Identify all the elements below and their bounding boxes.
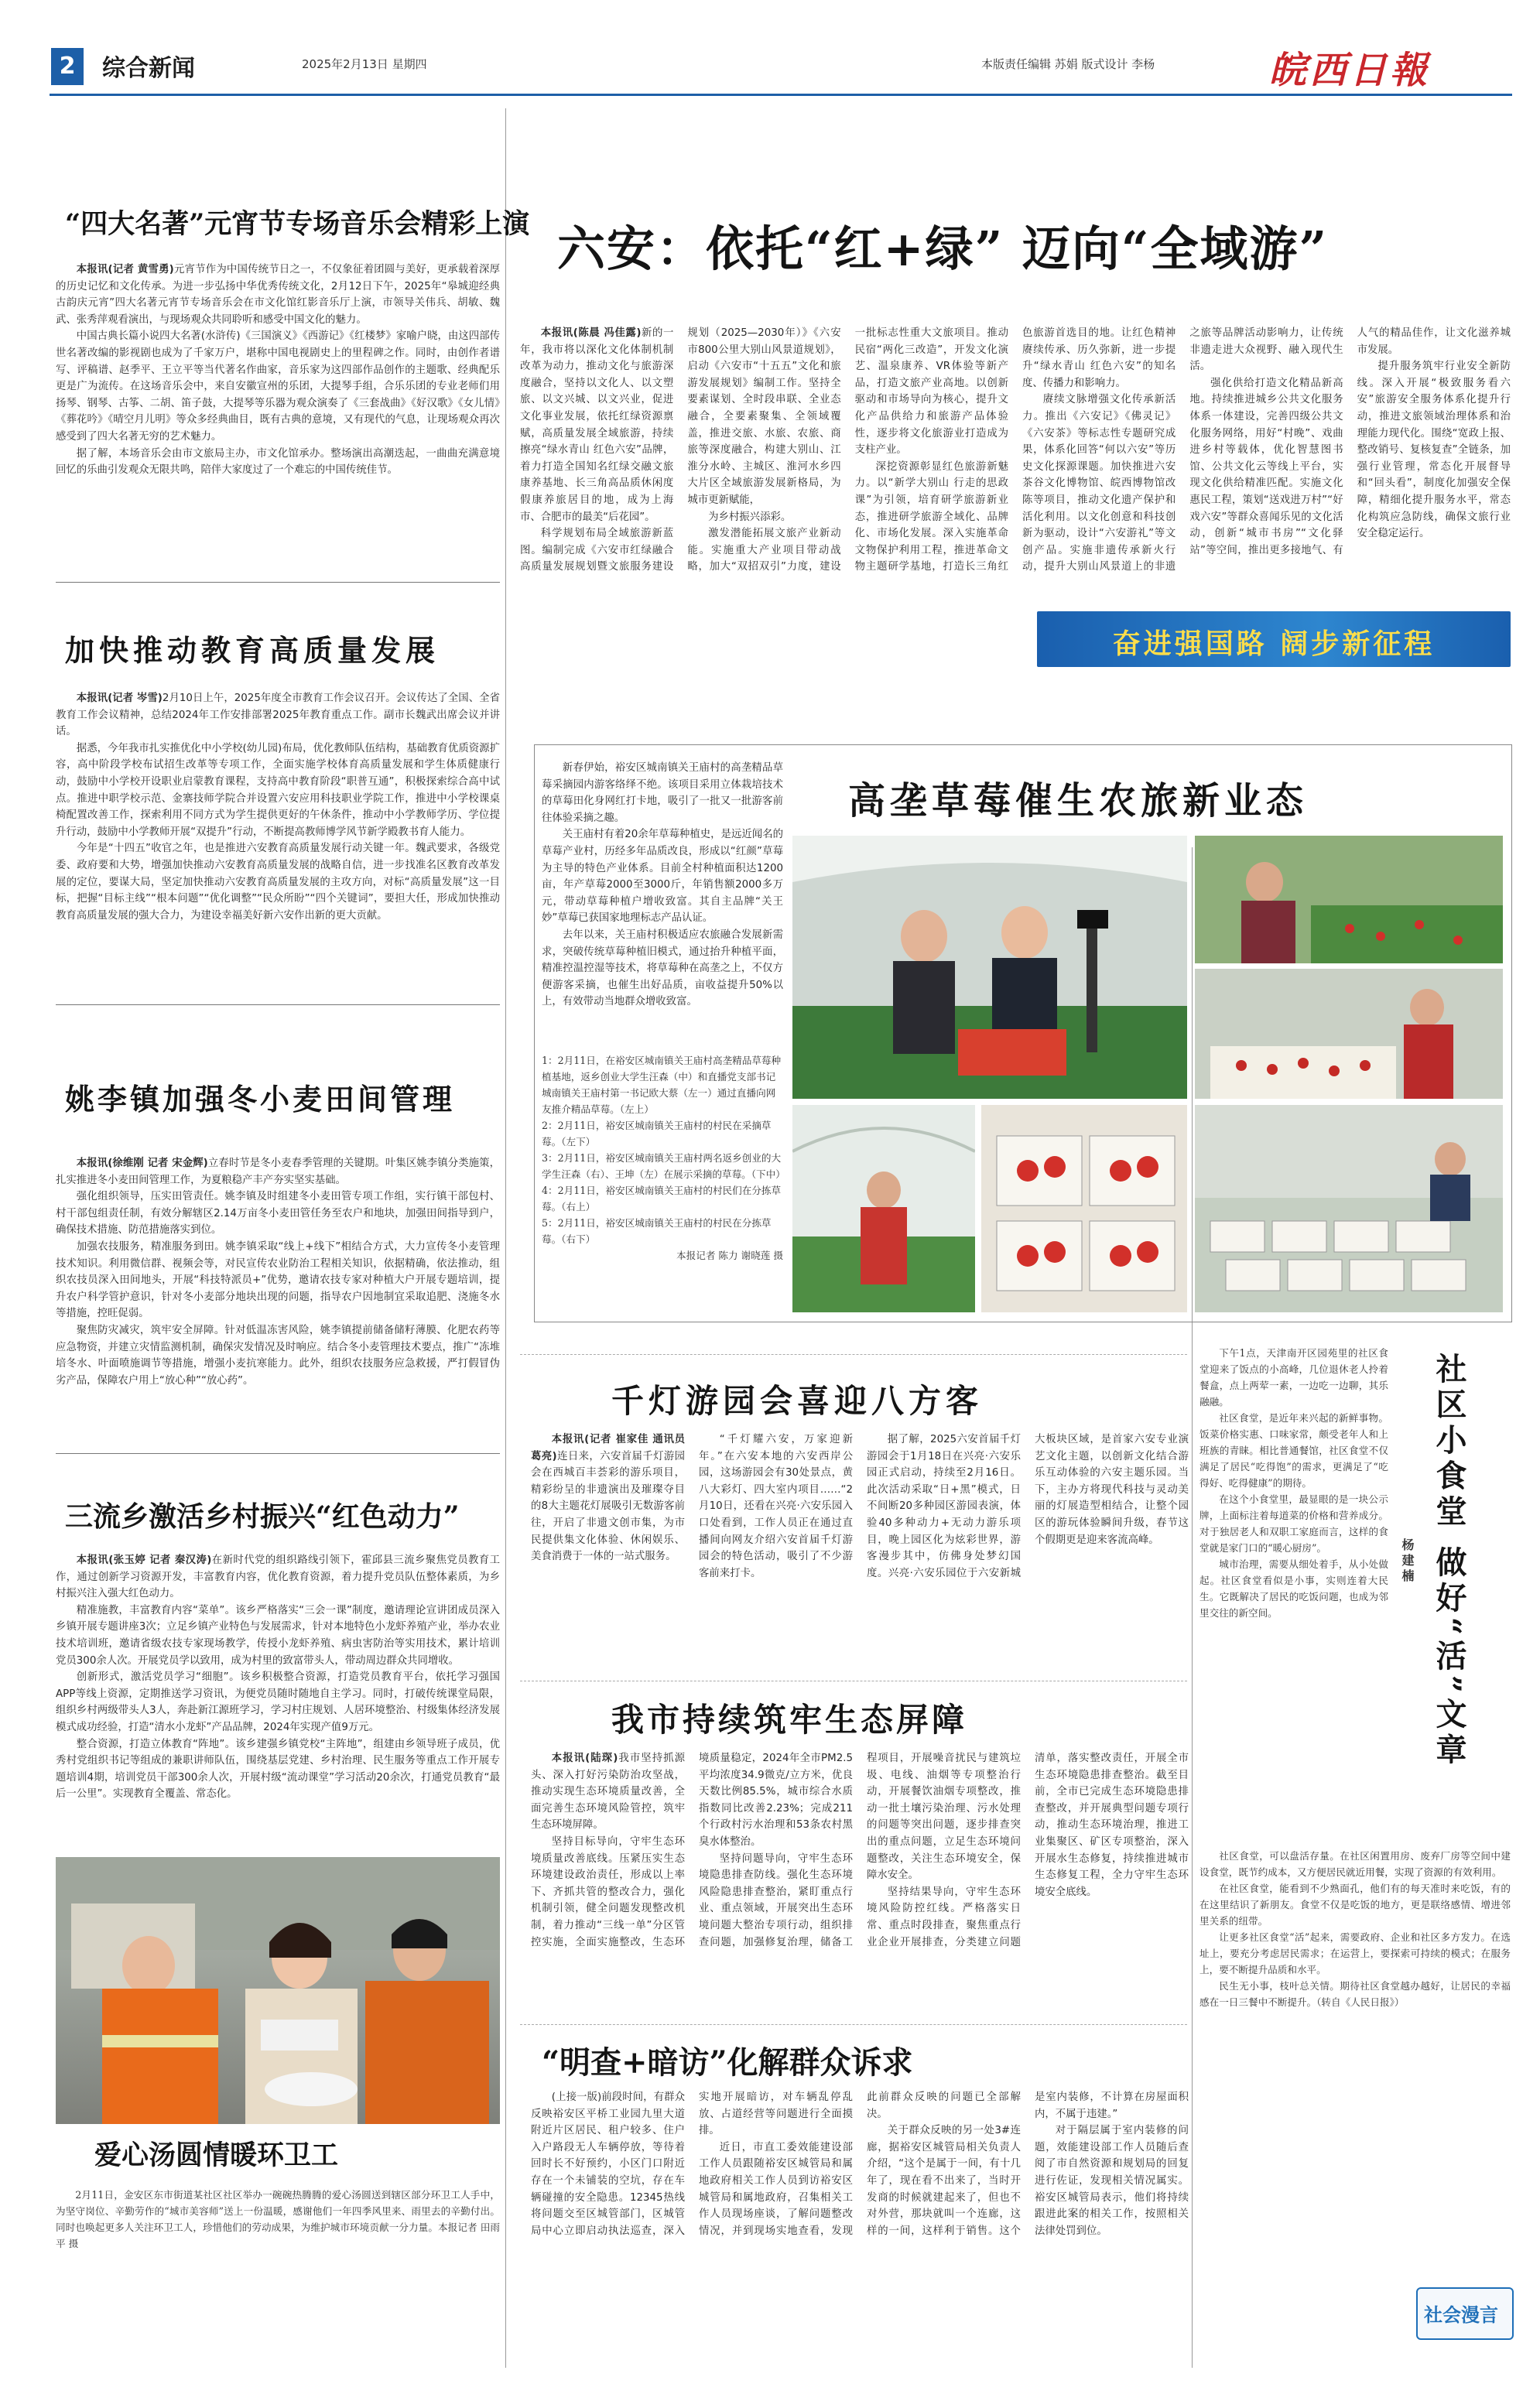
paragraph: 科学规划布局全域旅游新蓝图。编制完成《六安市红绿融合高质量发展规划暨文旅服务建设规划（2025—2030年）》《六安市800公里大别山风景道规划》，启动《六安市“十五五”文化和旅游发展规划》编制工作。坚持全要素谋划、全时段串联、全业态融合，全要素聚集、全领域覆盖，推进交旅、水旅、农旅、商旅等深度融合，构建大别山、江淮分水岭、主城区、淮河水乡四大片区全域旅游发展新格局，为城市更新赋能， [520, 327, 841, 573]
caption-item: 3：2月11日，裕安区城南镇关王庙村两名返乡创业的大学生汪森（右）、王坤（左）在展示采摘的草莓。（下中） [542, 1152, 785, 1180]
column-divider [505, 108, 506, 2368]
paragraph: 在新时代党的组织路线引领下，霍邱县三流乡聚焦党员教育工作，通过创新学习资源开发，丰富教育内容，优化教育资源，着力提升党员队伍整体素质，为乡村振兴注入强大红色动力。 [56, 1555, 500, 1600]
paragraph: 据了解，2025六安首届千灯游园会于1月18日在兴亮·六安乐园正式启动，持续至2月16日。此次活动采取“日+黑”模式，日不间断20多种园区游园表演，体验40多种动力+无动力游乐项目，晚上园区化为炫彩世界，游客漫步其中，仿佛身处梦幻国度。兴亮·六安乐园位于六安新城大板块区域，是首家六安专业演艺文化主题，以创新文化结合游乐互动体验的六安主题乐园。当下，主办方将现代科技与灵动美丽的灯展造型相结合，让整个园区的游玩体验瞬间升级，春节这个假期更是迎来客流高峰。 [867, 1434, 1189, 1579]
issue-date: 2025年2月13日 星期四 [302, 57, 427, 71]
commentary-body-upper [1199, 1345, 1388, 1840]
paragraph: 中国古典长篇小说四大名著(水浒传)《三国演义》《西游记》《红楼梦》家喻户晓，由这四部传世名著改编的影视剧也成为了千家万户，堪称中国电视剧史上的里程碑之作。同时，由创作者谱写、评稿谱、赵季平、王立平等当代著名作曲家，音乐家为这四部作品创作的主题歌、经典配乐更是广为流传。在这场音乐会中，来自安徽宣州的乐团，大提琴手组，合乐乐团的专业老师们用扬琴、钢琴、古筝、二胡、笛子鼓，大提琴等乐器为观众演奏了《三套战曲》《好汉歌》《女儿情》《葬花吟》《晴空月儿明》等众多经典曲目，既有古典的意境，又有现代的气息，让现场观众再次感受到了四大名著无穷的艺术魅力。 [56, 330, 500, 443]
paragraph: 我市坚持抓源头、深入打好污染防治攻坚战，推动实现生态环境质量改善，全面完善生态环境风险管控，筑牢生态环境屏障。 [531, 1753, 685, 1832]
divider [56, 1453, 500, 1454]
paragraph: 社区食堂，是近年来兴起的新鲜事物。饭菜价格实惠、口味家常，颇受老年人和上班族的青睐。相比普通餐馆，社区食堂不仅满足了居民“吃得饱”的需求，更满足了“吃得好、吃得健康”的期待。 [1199, 1412, 1388, 1489]
divider [56, 1004, 500, 1005]
paragraph: 据悉，今年我市扎实推优化中小学校(幼儿园)布局，优化教师队伍结构，基础教育优质资源扩容，高中阶段学校布试招生改革等专项工作，全面实施学校体育高质量发展和学生体质健康行动，鼓励中小学校开设职业启蒙教育课程，支持高中教育阶段“职普互通”，积极探索综合高中试点。推进中职学校示范、金寨技师学院合并设置六安应用科技职业学院工作，推进中小学校课桌椅配置改善工作，探索利用不同方式为学生提供更好的午休条件，推动中小学教师学历、学位提升行动，鼓励中小学教师开展“双提升”行动，不断提高教师博学风节新学殿教书育人能力。 [56, 742, 500, 838]
commentary-body-lower [1199, 1848, 1511, 2281]
page-number-badge: 2 [51, 48, 84, 85]
paragraph: 对于隔层属于室内装修的问题，效能建设部工作人员随后查阅了市自然资源和规划局的回复进行佐证，发现相关情况属实。裕安区城管局表示，他们将持续跟进此案的相关工作，按照相关法律处罚到位。 [1035, 2125, 1189, 2237]
paragraph: 坚持结果导向，守牢生态环境风险防控红线。严格落实日常、重点时段排查，聚焦重点行业企业开展排查，分类建立问题清单，落实整改责任，开展全市生态环境隐患排查整治。截至目前，全市已完成生态环境隐患排查整改，并开展典型问题专项行动，推动生态环境治理，推进工业集聚区、矿区专项整治，深入开展水生态修复，持续推进城市生态修复工程，全力守牢生态环境安全底线。 [867, 1753, 1189, 1948]
photo-captions [542, 1052, 783, 1312]
paragraph: 关王庙村有着20余年草莓种植史，是远近闻名的草莓产业村，历经多年品质改良，形成以“红颜”草莓为主导的特色产业体系。目前全村种植面积达1200亩，年产草莓2000至3000斤，年销售额2000多万元，带动草莓种植户增收致富。其自主品牌“关王妙”草莓已获国家地理标志产品认证。 [542, 829, 783, 925]
article-body [531, 2089, 1189, 2376]
photo-livestream [792, 836, 1187, 1099]
paragraph: 精准施教，丰富教育内容“菜单”。该乡严格落实“三会一课”制度，邀请理论宣讲团成员深入乡镇开展专题讲座3次；立足乡镇产业特色与发展需求，针对本地特色小龙虾养殖产业，举办农业技术培训班，邀请省级农技专家现场教学，传授小龙虾养殖、病虫害防治等实用技术，累计培训党员300余人次。开展党员学以致用，成为村里的致富带头人，带动周边群众共同增收。 [56, 1604, 500, 1667]
divider [520, 2024, 1187, 2025]
photo-greenhouse [792, 1105, 975, 1312]
paragraph: 近日，市直工委效能建设部工作人员跟随裕安区城管局和属地政府相关工作人员到访裕安区城管局和属地政府，召集相关工作人员现场座谈，了解问题整改情况，并到现场实地查看，发现此前群众反映的问题已全部解决。 [699, 2092, 1021, 2237]
article-body [531, 1431, 1189, 1661]
paragraph: 为乡村振兴添彩。 [708, 511, 792, 523]
article-byline: 本报讯(记者 岑雪) [76, 693, 163, 704]
paragraph: 下午1点，天津南开区园苑里的社区食堂迎来了饭点的小高峰，几位退休老人拎着餐盒，点上两荤一素，一边吃一边聊，其乐融融。 [1199, 1347, 1388, 1408]
paragraph: 关于群众反映的另一处3#连廊，据裕安区城管局相关负责人介绍，“这个是属于一间，有十几年了，现在看不出来了，当时开发商的时候就建起来了，但也不对外营，那块就叫一个连廊，这样的一间，这样利于销售。这个是室内装修，不计算在房屋面积内，不属于违建。” [867, 2092, 1189, 2237]
paragraph: 社区食堂，可以盘活存量。在社区闲置用房、废弃厂房等空间中建设食堂，既节约成本，又方便居民就近用餐，实现了资源的有效利用。 [1199, 1850, 1511, 1878]
article-byline: 本报讯(记者 崔家佳 通讯员 葛亮) [531, 1434, 685, 1462]
paragraph: 立春时节是冬小麦春季管理的关键期。叶集区姚李镇分类施策，扎实推进冬小麦田间管理工作，为夏粮稳产丰产夯实坚实基础。 [56, 1158, 500, 1186]
column-logo [1416, 2287, 1514, 2340]
paragraph: 聚焦防灾减灾，筑牢安全屏障。针对低温冻害风险，姚李镇提前储备储籽薄膜、化肥农药等应急物资，并建立灾情监测机制，确保灾发情况及时响应。结合冬小麦管理技术要点，推广“冻堆培冬水、叶面喷施调节等措施，增强小麦抗寒能力。此外，组织农技服务应急救援，严打假冒伪劣产品，保障农户用上“放心种”“放心药”。 [56, 1324, 500, 1387]
article-title: 千灯游园会喜迎八方客 [611, 1382, 984, 1420]
lead-article-body [520, 325, 1511, 604]
article-title: 三流乡激活乡村振兴“红色动力” [65, 1500, 460, 1533]
article-body [56, 1155, 500, 1445]
article-title: 我市持续筑牢生态屏障 [611, 1701, 968, 1739]
masthead-rule [50, 94, 1512, 96]
banner-text: 奋进强国路 阔步新征程 [1112, 628, 1436, 660]
paragraph: (上接一版)前段时间，有群众反映裕安区平桥工业园九里大道附近片区居民、租户较多、住户入户路段无人车辆停放，等待着回时长不好预约，小区门口附近存在一个未铺装的空坑，存在车辆碰撞的安全隐患。12345热线将问题交至区城管部门，区城管局中心立即启动执法巡查，深入实地开展暗访，对车辆乱停乱放、占道经营等问题进行全面摸排。 [531, 2092, 853, 2237]
paragraph: “千灯耀六安，万家迎新年。”在六安本地的六安西岸公园，这场游园会有30处景点，黄八大彩灯、四大室内项目……“2月10日，还看在兴亮·六安乐园入口处看到，工作人员正在通过直播间向网友介绍六安首届千灯游园会的特色活动，吸引了不少游客前来打卡。 [699, 1434, 853, 1579]
paragraph: 2月10日上午，2025年度全市教育工作会议召开。会议传达了全国、全省教育工作会议精神，总结2024年工作安排部署2025年教育重点工作。副市长魏武出席会议并讲话。 [56, 693, 500, 738]
photo-credit: 本报记者 田雨平 摄 [56, 2222, 501, 2249]
caption-item: 2：2月11日，裕安区城南镇关王庙村的村民在采摘草莓。（左下） [542, 1120, 772, 1148]
paragraph: 新的一年，我市将以深化文化体制机制改革为动力，推动文化与旅游深度融合，坚持以文化人、以文塑旅、以文兴城、以文兴业，促进文化事业发展，依托红绿资源禀赋，高质量发展全域旅游，持续擦亮“绿水青山 红色六安”品牌，着力打造全国知名红绿交融文旅康养基地、长三角高品质休闲度假康养旅居目的地，成为上海市、合肥市的最美“后花园”。 [520, 327, 674, 523]
paragraph: 元宵节作为中国传统节日之一，不仅象征着团圆与美好，更承载着深厚的历史记忆和文化传承。为进一步弘扬中华优秀传统文化，2月12日下午，2025年“皋城迎经典 古韵庆元宵”四大名著元宵节专场音乐会在市文化馆红影音乐厅上演，市领导关伟兵、胡敏、魏武、张秀萍观看演出，与现场观众共同聆听和感受中国文化的魅力。 [56, 264, 500, 326]
paragraph: 新春伊始，裕安区城南镇关王庙村的高垄精品草莓采摘园内游客络绎不绝。该项目采用立体栽培技术的草莓田化身网红打卡地，吸引了一批又一批游客前往体验采摘之趣。 [542, 762, 783, 824]
article-body [56, 690, 500, 992]
paragraph: 强化组织领导，压实田管责任。姚李镇及时组建冬小麦田管专项工作组，实行镇干部包村、村干部包组责任制，有效分解辖区2.14万亩冬小麦田管任务至农户和地块，加强田间指导到户，确保技术措施、防范措施落实到位。 [56, 1191, 500, 1236]
photo-credit: 本报记者 陈力 谢晓莲 摄 [676, 1250, 783, 1261]
commentary-box [1199, 1337, 1511, 2362]
paragraph: 在这个小食堂里，最显眼的是一块公示牌，上面标注着每道菜的价格和营养成分。对于独居老人和双职工家庭而言，这样的食堂就是家门口的“暖心厨房”。 [1199, 1493, 1388, 1554]
photo-strawberry-boxes [981, 1105, 1187, 1312]
paragraph: 坚持问题导向，守牢生态环境隐患排查防线。强化生态环境风险隐患排查整治，紧盯重点行业、重点领域，开展突出生态环境问题大整治专项行动，组织排查问题，加强修复治理，储备工程项目，开展噪音扰民与建筑垃圾、电线、油烟等专项整治行动，开展餐饮油烟专项整改，推动一批土壤污染治理、污水处理的问题等突出问题，逐步排查突出的重点问题，立足生态环境问题整改，关注生态环境安全，保障水安全。 [699, 1753, 1021, 1948]
paragraph: 在社区食堂，能看到不少熟面孔，他们有的每天准时来吃饭，有的在这里结识了新朋友。食堂不仅是吃饭的地方，更是联络感情、增进邻里关系的纽带。 [1199, 1883, 1511, 1927]
article-title: “四大名著”元宵节专场音乐会精彩上演 [65, 208, 530, 240]
caption-item: 4：2月11日，裕安区城南镇关王庙村的村民们在分拣草莓。（右上） [542, 1185, 782, 1213]
paragraph: 连日来，六安首届千灯游园会在西城百丰荟彩的游乐项目，精彩纷呈的非遗演出及璀璨夺目的8大主题花灯展吸引无数游客前往，开启了非遗文创市集，为市民提供集文化体验、休闲娱乐、美食消费于一体的一站式服务。 [531, 1450, 686, 1563]
editor-credits: 本版责任编辑 苏娟 版式设计 李杨 [981, 57, 1155, 71]
divider [56, 582, 500, 583]
photo-field-boxes [1195, 1105, 1503, 1312]
article-byline: 本报讯(陆琛) [551, 1753, 618, 1764]
paragraph: 今年是“十四五”收官之年，也是推进六安教育高质量发展行动关键一年。魏武要求，各级党委、政府要和大势，增强加快推动六安教育高质量发展的战略自信，进一步找准名区教育改革发展的定位，要谋大局，坚定加快推动六安教育高质量发展的主攻方向，对标“高质量发展”这一目标，把握“目标主线”“根本问题”“优化调整”“民众所盼”“四个关键词”，要担大任，形成加快推动教育高质量发展的强大合力，为建设幸福美好新六安作出新的更大贡献。 [56, 843, 500, 922]
paragraph: 民生无小事，枝叶总关情。期待社区食堂越办越好，让居民的幸福感在一日三餐中不断提升。（转自《人民日报》） [1199, 1980, 1511, 2008]
commentary-title: 社区小食堂 做好“活”文章 [1431, 1353, 1467, 1769]
slogan-banner [1037, 611, 1511, 667]
paragraph: 让更多社区食堂“活”起来，需要政府、企业和社区多方发力。在选址上，要充分考虑居民需求；在运营上，要探索可持续的模式；在服务上，要不断提升品质和水平。 [1199, 1931, 1511, 1975]
caption-item: 1：2月11日，在裕安区城南镇关王庙村高垄精品草莓种植基地，返乡创业大学生汪森（中）和直播党支部书记城南镇关王庙村第一书记欧大蔡（左一）通过直播向网友推介精品草莓。（左上） [542, 1055, 782, 1115]
article-body [56, 262, 500, 563]
photo-caption: 2月11日，金安区东市街道某社区社区举办一碗碗热腾腾的爱心汤圆送到辖区部分环卫工人手中，为坚守岗位、辛勤劳作的“城市美容师”送上一份温暖，感谢他们一年四季风里来、雨里去的辛勤付出。同时也唤起更多人关注环卫工人，珍惜他们的劳动成果，为维护城市环境贡献一分力量。本报记者 田雨平 摄 [56, 2189, 501, 2249]
article-body [56, 1552, 500, 1846]
photo-sanitation-workers [56, 1857, 500, 2124]
paragraph: 城市治理，需要从细处着手，从小处做起。社区食堂看似是小事，实则连着大民生。它既解决了居民的吃饭问题，也成为邻里交往的新空间。 [1199, 1558, 1388, 1619]
paragraph: 强化供给打造文化精品新高地。持续推进城乡公共文化服务体系一体建设，完善四级公共文化服务网络，用好“村晚”、戏曲进乡村等载体，优化智慧图书馆、公共文化云等线上平台，实现文化供给精准匹配。实施文化惠民工程，策划“送戏进万村”“好戏六安”等群众喜闻乐见的文化活动，创新“城市书房”“文化驿站”等空间，推出更多接地气、有人气的精品佳作，让文化滋养城市发展。 [1189, 327, 1511, 556]
commentary-author: 杨建楠 [1400, 1538, 1415, 1585]
article-title: 加快推动教育高质量发展 [65, 633, 440, 668]
article-byline: 本报讯(张玉婷 记者 秦汉涛) [76, 1555, 212, 1566]
section-name: 综合新闻 [102, 55, 195, 82]
paragraph: 据了解，本场音乐会由市文旅局主办，市文化馆承办。整场演出高潮迭起，一曲曲充满意境回忆的乐曲引发观众无限共鸣，陪伴大家度过了一个难忘的中国传统佳节。 [56, 447, 500, 477]
photo-picking [1195, 836, 1503, 963]
paragraph: 赓续文脉增强文化传承新活力。推出《六安记》《佛灵记》《六安茶》等标志性专题研究成果，体系化回答“何以六安”等历史文化探源课题。加快推进六安茶谷文化博物馆、皖西博物馆改陈等项目，推动文化遗产保护和活化利用。以文化创意和科技创新为驱动，设计“六安游礼”等文创产品。实施非遗传承新火行动，提升大别山风景道上的非遗之旅等品牌活动影响力，让传统非遗走进大众视野、融入现代生活。 [1022, 327, 1343, 573]
feature-title: 高垄草莓催生农旅新业态 [848, 779, 1309, 823]
article-body [531, 1750, 1189, 2012]
article-byline: 本报讯(徐维刚 记者 宋金辉) [76, 1158, 208, 1169]
article-body [542, 760, 783, 1046]
paragraph: 坚持目标导向，守牢生态环境质量改善底线。压紧压实生态环境建设政治责任，形成以上率下、齐抓共管的整改合力，强化机制引领，健全问题发现整改机制，着力推动“三线一单”分区管控实施，全面实施整改，生态环境质量稳定，2024年全市PM2.5平均浓度34.9微克/立方米，优良天数比例85.5%，城市综合水质指数同比改善2.23%；完成211个行政村污水治理和53条农村黑臭水体整治。 [531, 1753, 853, 1948]
divider [520, 1354, 1187, 1355]
lead-headline: 六安：依托“红+绿” 迈向“全域游” [557, 221, 1329, 277]
paragraph: 深挖资源彰显红色旅游新魅力。以“新学大别山 行走的思政课”为引领，培育研学旅游新业态，推进研学旅游全域化、品牌化、市场化发展。深入实施革命文物保护利用工程，推进革命文物主题研学基地，打造长三角红色旅游首选目的地。让红色精神赓续传承、历久弥新，进一步提升“绿水青山 红色六安”的知名度、传播力和影响力。 [854, 327, 1176, 573]
article-title: “明查+暗访”化解群众诉求 [542, 2044, 913, 2081]
article-byline: 本报讯(记者 黄雪勇) [76, 264, 174, 275]
paragraph: 整合资源，打造立体教育“阵地”。该乡建强乡镇党校“主阵地”，组建由乡领导班子成员，优秀村党组织书记等组成的兼职讲师队伍，围绕基层党建、乡村治理、民生服务等重点工作开展专题培训4期，培训党员干部300余人次，开展村级“流动课堂”学习活动20余次，打通党员教育“最后一公里”。实现教育全覆盖、常态化。 [56, 1738, 500, 1801]
paragraph: 创新形式，激活党员学习“细胞”。该乡积极整合资源，打造党员教育平台，依托学习强国APP等线上资源，定期推送学习资讯，为便党员随时随地自主学习。同时，打破传统课堂局限，组织乡村两级带头人3人，奔赴新江源班学习，学习村庄规划、人居环境整治、村级集体经济发展模式成功经验，打造“清水小龙虾”产品品牌，2024年实现产值9万元。 [56, 1671, 500, 1733]
article-title: 姚李镇加强冬小麦田间管理 [65, 1082, 456, 1117]
paragraph: 激发潜能拓展文旅产业新动能。实施重大产业项目带动战略，加大“双招双引”力度，建设一批标志性重大文旅项目。推动民宿“两化三改造”，开发文化演艺、温泉康养、VR体验等新产品，打造文旅产业高地。以创新驱动和市场导向为核心，提升文化产品供给力和旅游产品体验性，逐步将文化旅游业打造成为支柱产业。 [687, 327, 1008, 573]
newspaper-logo: 皖西日報 [1269, 49, 1431, 92]
paragraph: 去年以来，关王庙村积极适应农旅融合发展新需求，突破传统草莓种植旧模式，通过抬升种植平面，精准控温控湿等技术，将草莓种在高垄之上，不仅方便游客采摘，也催生出好品质，亩收益提升50%以上，有效带动当地群众增收致富。 [542, 929, 783, 1008]
article-byline: 本报讯(陈晨 冯佳露) [540, 327, 642, 339]
column-logo-text: 社会漫言 [1424, 2304, 1498, 2326]
paragraph: 提升服务筑牢行业安全新防线。深入开展“极致服务看六安”旅游安全服务体系化提升行动，推进文旅领域治理体系和治理能力现代化。围绕“宽政上报、整改销号、复核复查”全链条，加强行业管理，常态化开展督导和“回头看”，制度化加强安全保障，精细化提升服务水平，常态化构筑应急防线，确保文旅行业安全稳定运行。 [1357, 361, 1511, 540]
caption-item: 5：2月11日，裕安区城南镇关王庙村的村民在分拣草莓。（右下） [542, 1217, 772, 1245]
article-title: 爱心汤圆情暖环卫工 [94, 2139, 339, 2171]
photo-sorting [1195, 969, 1503, 1099]
paragraph: 加强农技服务，精准服务到田。姚李镇采取“线上+线下”相结合方式，大力宣传冬小麦管理技术知识。利用微信群、视频会等，对民宣传农业防治工程相关知识，依据精确，依法推动，组织农技员深入田间地头，开展“科技特派员+”优势，邀请农技专家对种植大户开展专题培训，提升农户科学管护意识，针对冬小麦部分地块出现的问题，指导农户因地制宜采取追肥、浇施冬水等措施，控旺促弱。 [56, 1240, 500, 1320]
